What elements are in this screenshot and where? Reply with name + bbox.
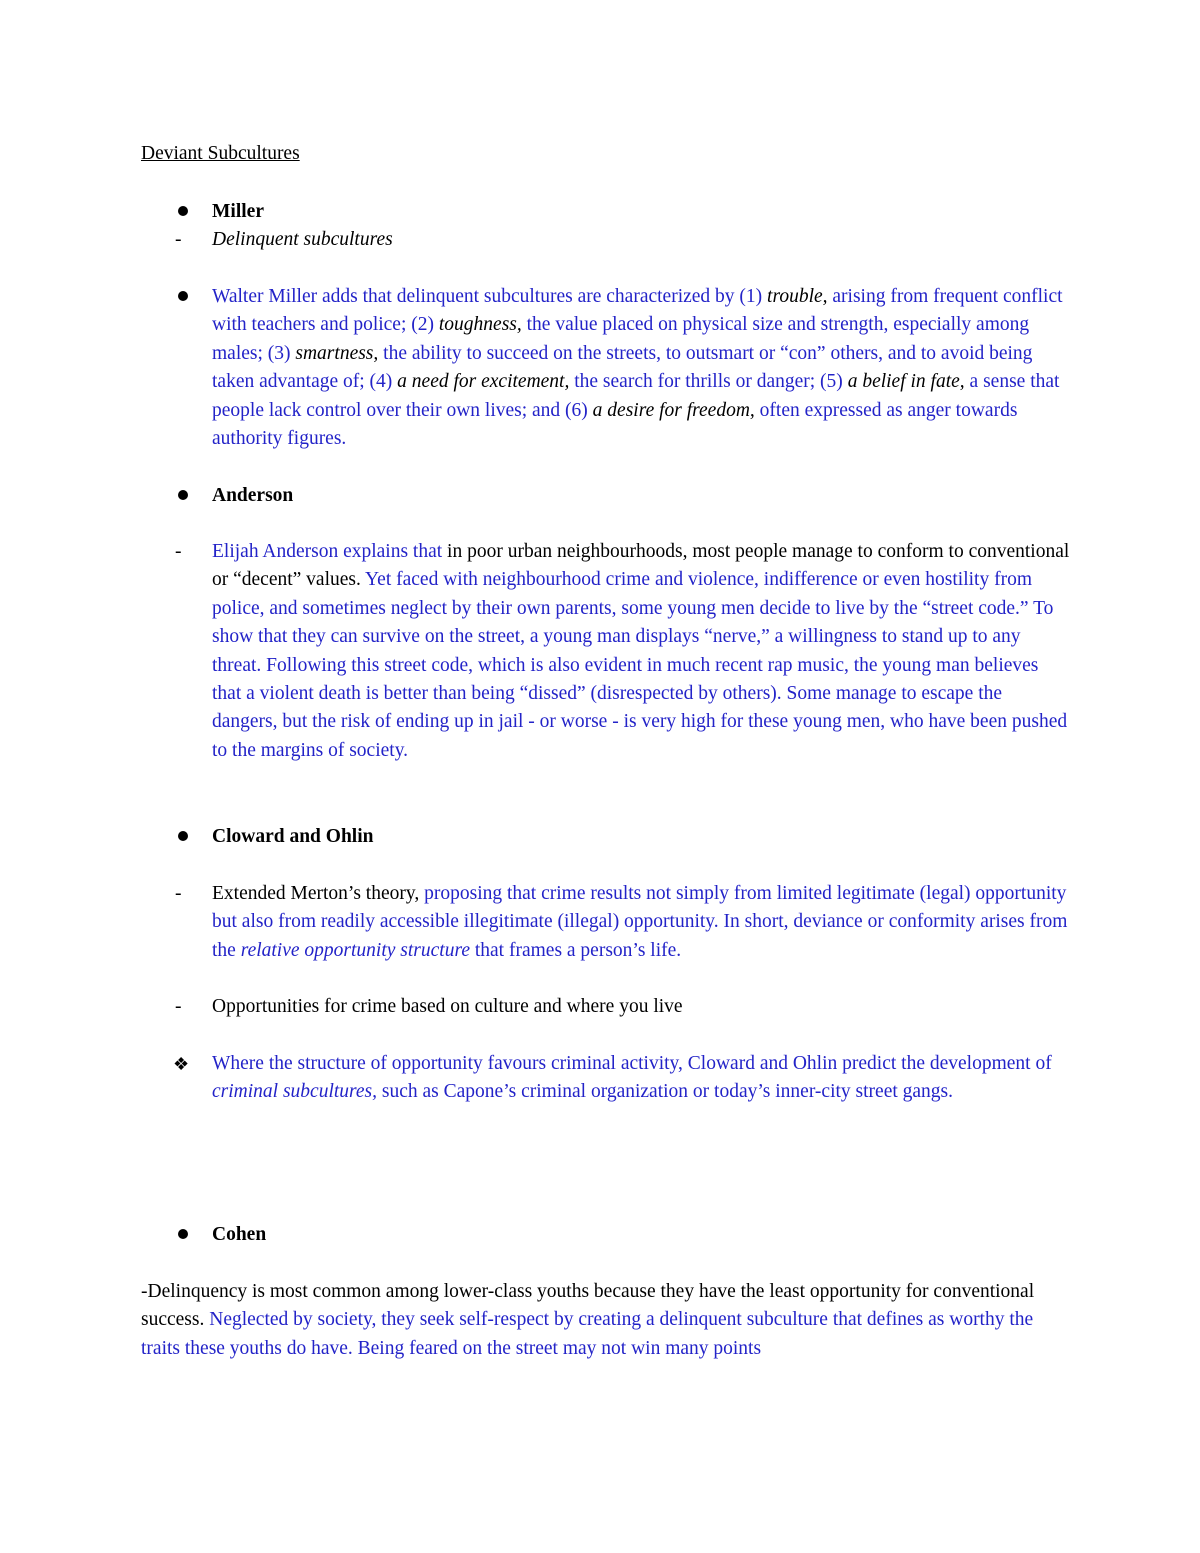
dash-marker: - <box>175 996 182 1017</box>
bullet-marker <box>170 1221 200 1249</box>
bullet-icon <box>178 490 188 500</box>
heading-cohen: Cohen <box>212 1224 267 1245</box>
cloward-dash-item-1: Extended Merton’s theory, proposing that crime results not simply from limited legitimate (legal) opportunity but also from readily accessible illegitimate (illegal) opportunity. In short, deviance or conformity arises from the relative opportunity structure that frames a person’s life. <box>212 883 1068 961</box>
bullet-icon <box>178 206 188 216</box>
bullet-marker <box>170 198 200 226</box>
bullet-icon <box>178 831 188 841</box>
diamond-bullet-icon: ❖ <box>173 1054 190 1074</box>
bullet-marker <box>170 823 200 851</box>
cloward-diamond-item: Where the structure of opportunity favours criminal activity, Cloward and Ohlin predict the development of criminal subcultures, such as Capone’s criminal organization or today’s inner-city street gangs. <box>212 1053 1052 1103</box>
cloward-dash-item-2: Opportunities for crime based on culture and where you live <box>212 996 683 1017</box>
anderson-paragraph: Elijah Anderson explains that in poor urban neighbourhoods, most people manage to conform to conventional or “decent” values. Yet faced with neighbourhood crime and violence, indifference or even hostility from police, and sometimes neglect by their own parents, some young men decide to live by the “street code.” To show that they can survive on the street, a young man displays “nerve,” a willingness to stand up to any threat. Following this street code, which is also evident in much recent rap music, the young man believes that a violent death is better than being “dissed” (disrespected by others). Some manage to escape the dangers, but the risk of ending up in jail - or worse - is very high for these young men, who have been pushed to the margins of society. <box>212 541 1070 761</box>
bullet-marker <box>170 283 200 311</box>
miller-paragraph: Walter Miller adds that delinquent subcultures are characterized by (1) trouble, arising from frequent conflict with teachers and police; (2) toughness, the value placed on physical size and strength, especially among males; (3) smartness, the ability to succeed on the streets, to outsmart or “con” others, and to avoid being taken advantage of; (4) a need for excitement, the search for thrills or danger; (5) a belief in fate, a sense that people lack control over their own lives; and (6) a desire for freedom, often expressed as anger towards authority figures. <box>212 286 1063 450</box>
heading-cloward-ohlin: Cloward and Ohlin <box>212 826 374 847</box>
heading-miller: Miller <box>212 201 264 222</box>
heading-anderson: Anderson <box>212 485 294 506</box>
diamond-marker <box>170 1050 200 1079</box>
bullet-icon <box>178 1229 188 1239</box>
dash-marker: - <box>175 883 182 904</box>
cohen-paragraph: -Delinquency is most common among lower-class youths because they have the least opportunity for conventional success. Neglected by society, they seek self-respect by creating a delinquent subculture that defines as worthy the traits these youths do have. Being feared on the street may not win many points <box>141 1281 1035 1359</box>
page-title: Deviant Subcultures <box>141 143 300 164</box>
dash-marker: - <box>175 541 182 562</box>
dash-marker: - <box>175 229 182 250</box>
bullet-icon <box>178 291 188 301</box>
miller-dash-item: Delinquent subcultures <box>212 229 393 250</box>
bullet-marker <box>170 482 200 510</box>
